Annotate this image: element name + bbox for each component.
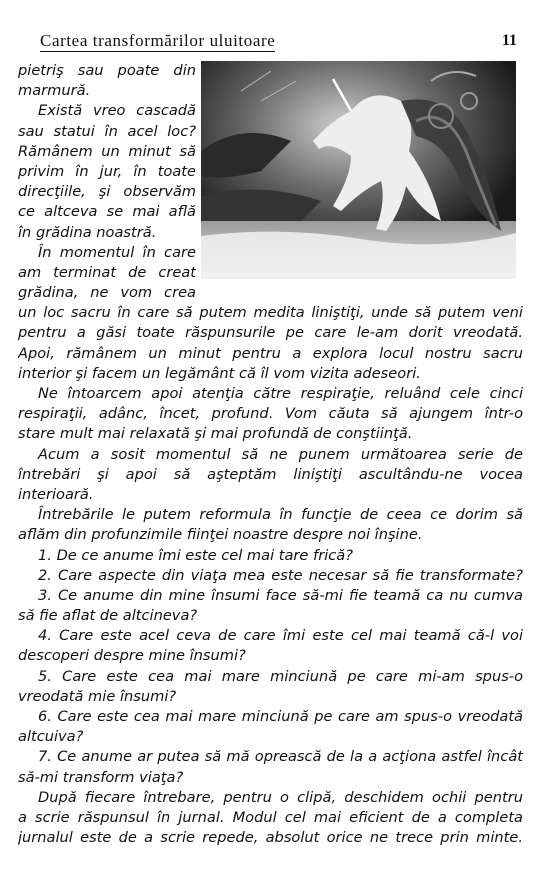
text-line: marmură. [18, 82, 91, 100]
text-line: Ne întoarcem apoi atenţia către respiraţie, reluând cele cinci [38, 385, 523, 402]
text-line: Apoi, rămânem un minut pentru a explora locul nostru sacru [18, 344, 523, 362]
page-header [18, 32, 523, 54]
text-line: pietriş sau poate din [18, 62, 196, 79]
text-line: altcuiva? [18, 728, 84, 746]
text-line: să fie aflat de altcineva? [18, 607, 198, 625]
text-line: aflăm din profunzimile fiinţei noastre despre noi înşine. [18, 526, 423, 544]
text-line: După fiecare întrebare, pentru o clipă, deschidem ochii pentru [38, 788, 523, 806]
text-line: privim în jur, în toate [18, 162, 196, 180]
text-line: În momentul în care [38, 243, 196, 261]
question-1: 1. De ce anume îmi este cel mai tare frică? [38, 546, 353, 564]
text-line: sau statui în acel loc? [18, 122, 196, 140]
text-line: în grădina noastră. [18, 223, 157, 241]
text-line: descoperi despre mine însumi? [18, 647, 246, 665]
text-line: ce altceva se mai află [18, 203, 196, 221]
text-line: Există vreo cascadă [38, 102, 196, 120]
text-line: direcţiile, şi observăm [18, 183, 196, 201]
body-text [18, 61, 523, 848]
text-line: a scrie răspunsul în jurnal. Modul cel mai eficient de a completa [18, 808, 523, 826]
text-line: pentru a găsi toate răspunsurile pe care le-am dorit vreodată. [18, 324, 523, 342]
text-line: întrebări şi apoi să aşteptăm liniştiţi ascultându-ne vocea [18, 465, 523, 483]
question-3: 3. Ce anume din mine însumi face să-mi fie teamă ca nu cumva [38, 586, 523, 604]
question-7: 7. Ce anume ar putea să mă oprească de la a acţiona astfel încât [38, 748, 523, 766]
text-line: Întrebările le putem reformula în funcţie de ceea ce dorim să [38, 506, 523, 524]
text-line: jurnalul este de a scrie repede, absolut orice ne trece prin minte. [18, 829, 523, 847]
text-line: interioară. [18, 485, 94, 503]
question-2: 2. Care aspecte din viaţa mea este necesar să fie transformate? [38, 566, 523, 584]
text-line: vreodată mie însumi? [18, 687, 177, 705]
text-line: interior şi facem un legământ că îl vom vizita adeseori. [18, 364, 421, 382]
text-line: respiraţii, adânc, încet, profund. Vom căuta să ajungem într-o [18, 405, 523, 423]
question-6: 6. Care este cea mai mare minciună pe care am spus-o vreodată [38, 708, 523, 725]
text-line: un loc sacru în care să putem medita liniştiţi, unde să putem veni [18, 304, 523, 322]
text-line: să-mi transform viaţa? [18, 768, 184, 786]
text-line: Acum a sosit momentul să ne punem următoarea serie de [38, 445, 523, 463]
text-line: Rămânem un minut să [18, 142, 196, 160]
page-number: 11 [501, 32, 517, 49]
question-5: 5. Care este cea mai mare minciună pe care mi-am spus-o [38, 667, 523, 685]
running-title: Cartea transformărilor uluitoare [40, 31, 276, 50]
question-4: 4. Care este acel ceva de care îmi este cel mai teamă că-l voi [38, 627, 523, 645]
text-line: stare mult mai relaxată şi mai profundă de conştiinţă. [18, 425, 413, 443]
text-line: grădina, ne vom crea [18, 284, 196, 302]
text-line: am terminat de creat [18, 263, 196, 281]
